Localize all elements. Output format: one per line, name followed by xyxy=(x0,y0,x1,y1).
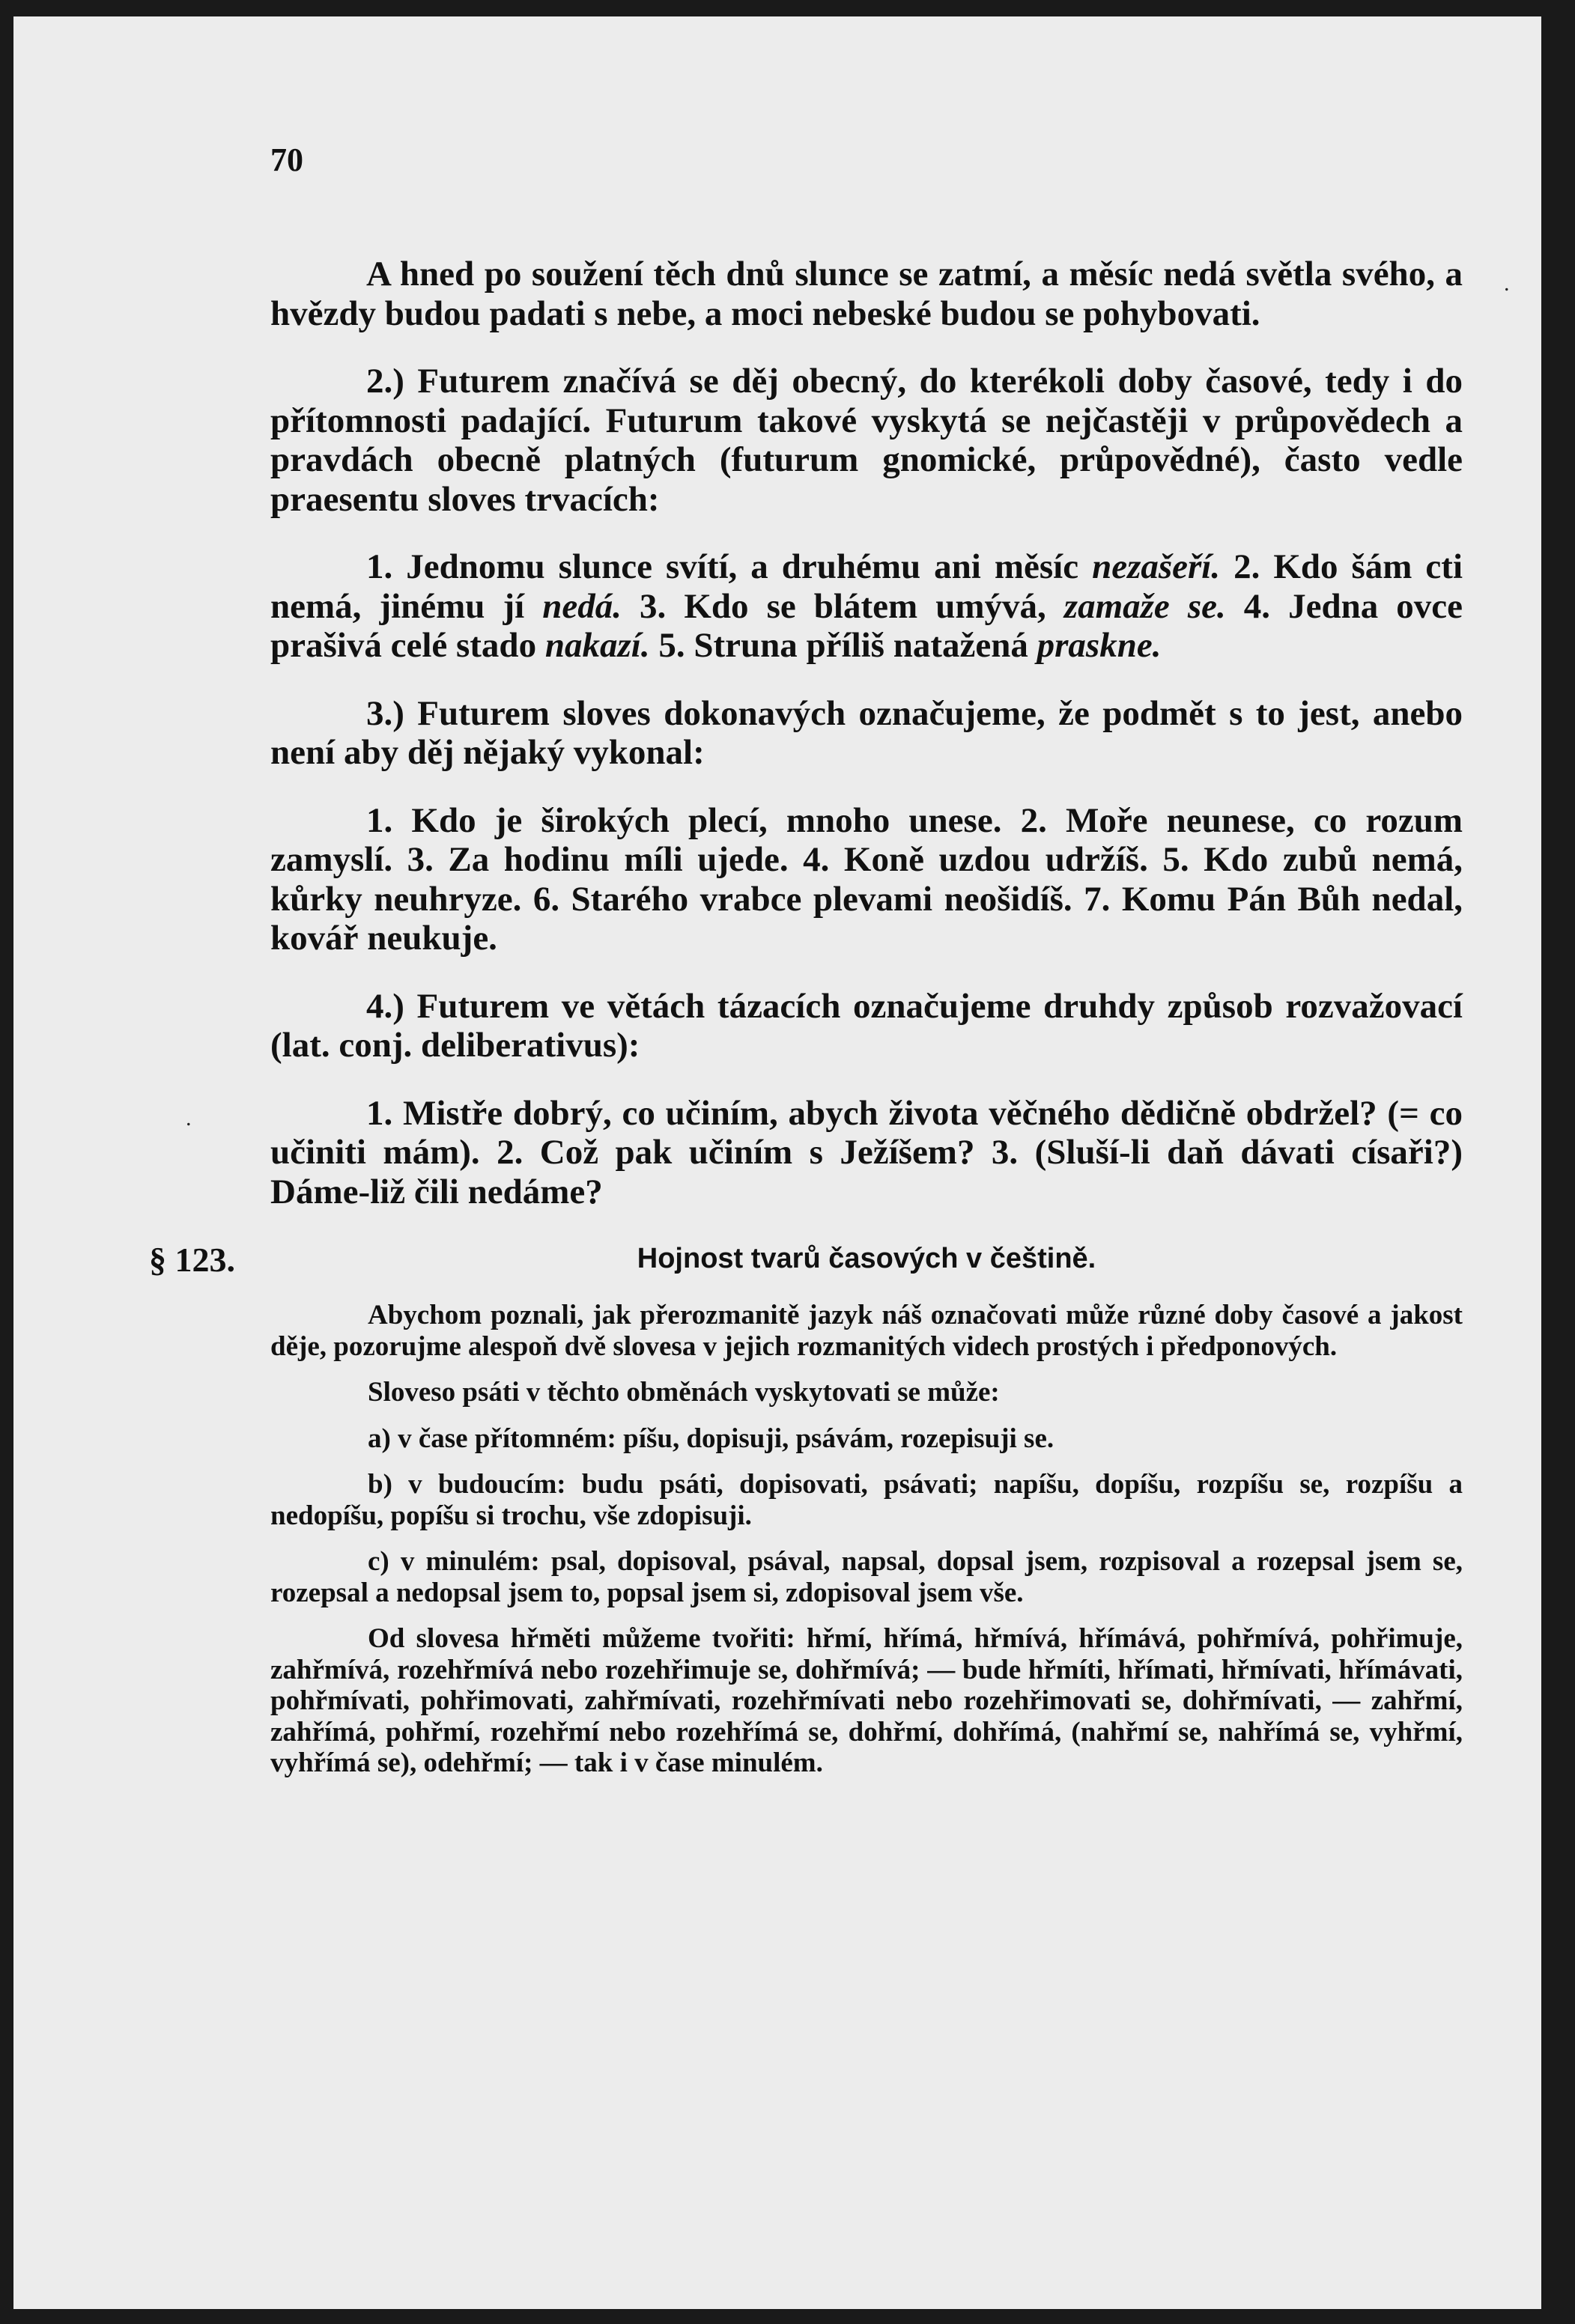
section-number: § 123. xyxy=(149,1241,235,1279)
section-title: Hojnost tvarů časových v češtině. xyxy=(637,1243,1096,1274)
small-paragraph-hrmeti: Od slovesa hřměti můžeme tvořiti: hřmí, hřímá, hřmívá, hřímává, pohřmívá, pohřimuje, zahřmívá, rozehřmívá nebo rozehřimuje se, dohřmívá; — bude hřmíti, hřímati, hřmívati, hřímávati, pohřmívati, pohřimovati, zahřmívati, rozehřmívati nebo rozehřimovati se, dohřmívati, — zahřmí, zahřímá, pohřmí, rozehřmí nebo rozehřímá se, dohřmí, dohřímá, (nahřmí se, nahřímá se, vyhřmí, vyhřímá se), odehřmí; — tak i v čase minulém. xyxy=(270,1623,1463,1778)
book-page xyxy=(13,16,1541,2309)
example-word: praskne. xyxy=(1037,626,1162,665)
paragraph-quote: A hned po soužení těch dnů slunce se zatmí, a měsíc nedá světla svého, a hvězdy budou padati s nebe, a moci nebeské budou se pohybovati. xyxy=(270,255,1463,333)
page-content xyxy=(149,142,1463,1794)
small-paragraph-future: b) v budoucím: budu psáti, dopisovati, psávati; napíšu, dopíšu, rozpíšu se, rozpíšu a nedopíšu, popíšu si trochu, vše zdopisuji. xyxy=(270,1469,1463,1531)
scan-speck: . xyxy=(186,1106,192,1131)
examples-deliberative: 1. Mistře dobrý, co učiním, abych života věčného dědičně obdržel? (= co učiniti mám). 2. Což pak učiním s Ježíšem? 3. (Sluší-li daň dávati císaři?) Dáme-liž čili nedáme? xyxy=(270,1093,1463,1211)
small-paragraph-past: c) v minulém: psal, dopisoval, psával, napsal, dopsal jsem, rozpisoval a rozepsal jsem se, rozepsal a nedopsal jsem to, popsal jsem si, zdopisoval jsem vše. xyxy=(270,1546,1463,1608)
examples-perfective: 1. Kdo je širokých plecí, mnoho unese. 2. Moře neunese, co rozum zamyslí. 3. Za hodinu míli ujede. 4. Koně uzdou udržíš. 5. Kdo zubů nemá, kůrky neuhryze. 6. Starého vrabce plevami neošidíš. 7. Komu Pán Bůh nedal, kovář neukuje. xyxy=(270,800,1463,958)
small-paragraph-intro: Abychom poznali, jak přerozmanitě jazyk náš označovati může různé doby časové a jakost děje, pozorujme alespoň dvě slovesa v jejich rozmanitých videch prostých i předponových. xyxy=(270,1300,1463,1362)
paragraph-2: 2.) Futurem značívá se děj obecný, do kterékoli doby časové, tedy i do přítomnosti padající. Futurum takové vyskytá se nejčastěji v průpovědech a pravdách obecně platných (futurum gnomické, průpovědné), často vedle praesentu sloves trvacích: xyxy=(270,362,1463,519)
paragraph-4: 4.) Futurem ve větách tázacích označujeme druhdy způsob rozvažovací (lat. conj. deliberativus): xyxy=(270,986,1463,1065)
examples-gnomic: 1. Jednomu slunce svítí, a druhému ani měsíc nezašeří. 2. Kdo šám cti nemá, jinému jí nedá. 3. Kdo se blátem umývá, zamaže se. 4. Jedna ovce prašivá celé stado nakazí. 5. Struna příliš natažená praskne. xyxy=(270,547,1463,665)
example-word: nedá. xyxy=(542,586,622,626)
paragraph-3: 3.) Futurem sloves dokonavých označujeme, že podmět s to jest, anebo není aby děj nějaký vykonal: xyxy=(270,693,1463,772)
page-number: 70 xyxy=(270,142,303,178)
scan-speck: . xyxy=(1504,271,1510,296)
small-paragraph-psati: Sloveso psáti v těchto obměnách vyskytovati se může: xyxy=(368,1377,1000,1408)
small-paragraph-present: a) v čase přítomném: píšu, dopisuji, psávám, rozepisuji se. xyxy=(368,1423,1054,1454)
example-word: nakazí. xyxy=(544,626,650,665)
example-word: zamaže se. xyxy=(1063,586,1226,626)
example-word: nezašeří. xyxy=(1092,547,1221,586)
section-heading xyxy=(149,1240,1463,1282)
